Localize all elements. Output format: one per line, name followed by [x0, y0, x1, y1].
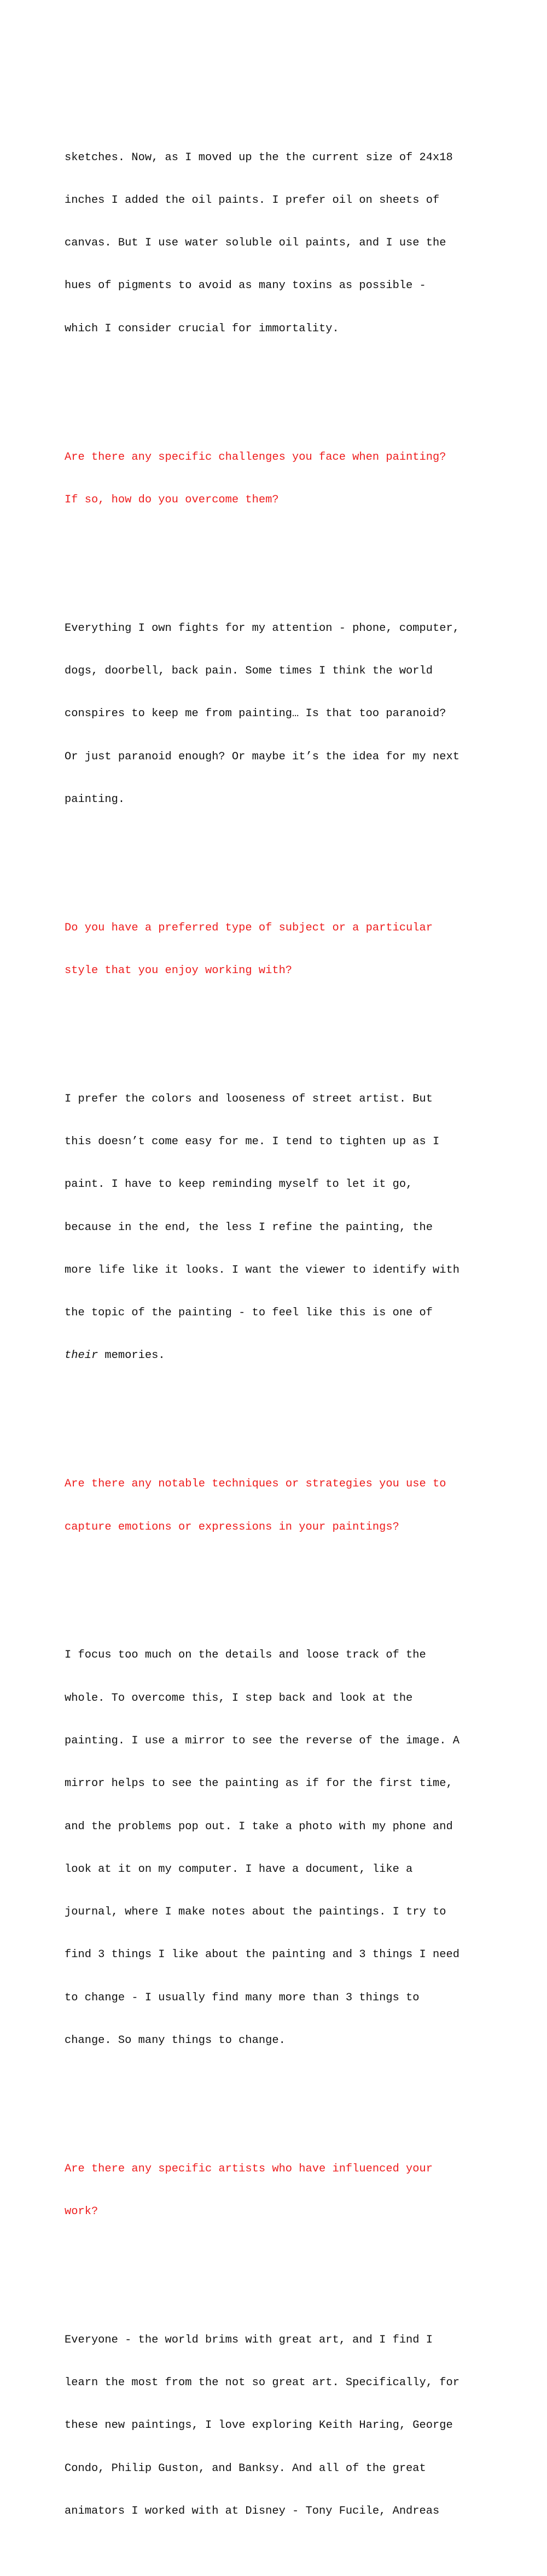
question-block — [65, 892, 486, 1006]
text-line: painting. — [65, 793, 125, 806]
text-line: which I consider crucial for immortality. — [65, 322, 339, 335]
text-line: canvas. But I use water soluble oil paints, and I use the — [65, 237, 446, 250]
text-line: Everyone - the world brims with great art, and I find I — [65, 2333, 433, 2346]
question-line: If so, how do you overcome them? — [65, 493, 279, 506]
text-line: to change - I usually find many more than 3 things to — [65, 1991, 420, 2004]
text-line: I prefer the colors and looseness of street artist. But — [65, 1092, 433, 1105]
text-line: conspires to keep me from painting… Is that too paranoid? — [65, 707, 446, 721]
text-line: dogs, doorbell, back pain. Some times I think the world — [65, 664, 433, 677]
question-line: Are there any notable techniques or strategies you use to — [65, 1478, 446, 1491]
text-line: Or just paranoid enough? Or maybe it’s the idea for my next — [65, 750, 459, 763]
text-line: Everything I own fights for my attention - phone, computer, — [65, 622, 459, 635]
answer-block — [65, 122, 486, 365]
text-line: hues of pigments to avoid as many toxins as possible - — [65, 279, 426, 292]
question-line: Are there any specific challenges you face when painting? — [65, 450, 446, 464]
text-line: paint. I have to keep reminding myself to let it go, — [65, 1178, 413, 1191]
text-line: I focus too much on the details and loose track of the — [65, 1649, 426, 1662]
text-line: sketches. Now, as I moved up the the current size of 24x18 — [65, 151, 453, 164]
answer-block — [65, 593, 486, 835]
text-fragment: memories. — [98, 1349, 165, 1362]
question-line: style that you enjoy working with? — [65, 964, 293, 977]
text-line: Condo, Philip Guston, and Banksy. And all of the great — [65, 2462, 426, 2475]
text-line: mirror helps to see the painting as if for the first time, — [65, 1777, 453, 1790]
text-line: more life like it looks. I want the viewer to identify with — [65, 1263, 459, 1277]
text-line: journal, where I make notes about the paintings. I try to — [65, 1906, 446, 1919]
answer-block — [65, 2305, 486, 2548]
text-line: painting. I use a mirror to see the reverse of the image. A — [65, 1734, 459, 1747]
text-line: inches I added the oil paints. I prefer oil on sheets of — [65, 194, 440, 207]
text-line: whole. To overcome this, I step back and look at the — [65, 1691, 413, 1705]
text-line: find 3 things I like about the painting and 3 things I need — [65, 1948, 459, 1962]
document-page — [65, 65, 486, 2576]
question-line: work? — [65, 2205, 98, 2218]
question-block — [65, 421, 486, 536]
question-block — [65, 2134, 486, 2248]
question-line: Are there any specific artists who have influenced your — [65, 2162, 433, 2175]
text-line: animators I worked with at Disney - Tony Fucile, Andreas — [65, 2505, 440, 2518]
answer-block — [65, 1620, 486, 2076]
text-line: learn the most from the not so great art. Specifically, for — [65, 2376, 459, 2390]
text-line: look at it on my computer. I have a document, like a — [65, 1863, 413, 1876]
text-line: the topic of the painting - to feel like this is one of — [65, 1307, 433, 1320]
question-line: Do you have a preferred type of subject or a particular — [65, 921, 433, 934]
text-line: because in the end, the less I refine the painting, the — [65, 1221, 433, 1234]
answer-block — [65, 1064, 486, 1392]
text-line: this doesn’t come easy for me. I tend to tighten up as I — [65, 1135, 440, 1149]
text-line — [65, 1349, 486, 1363]
text-line: these new paintings, I love exploring Keith Haring, George — [65, 2419, 453, 2432]
emphasized-word: their — [65, 1349, 98, 1362]
question-line: capture emotions or expressions in your paintings? — [65, 1520, 399, 1533]
text-line: and the problems pop out. I take a photo with my phone and — [65, 1820, 453, 1833]
question-block — [65, 1449, 486, 1563]
text-line: change. So many things to change. — [65, 2034, 286, 2047]
